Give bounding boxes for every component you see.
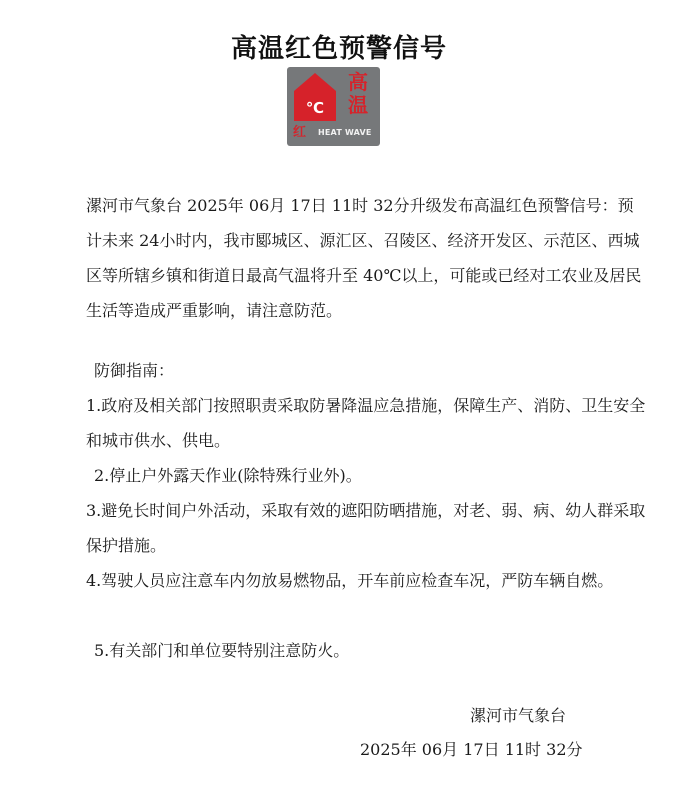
page-title: 高温红色预警信号: [230, 34, 447, 64]
guide-heading: 防御指南：: [94, 361, 175, 380]
intro-paragraph: [86, 188, 646, 328]
signal-english-label: HEAT WAVE: [318, 128, 372, 137]
signal-bottom-bar: [290, 124, 377, 141]
intro-text: 漯河市气象台 2025年 06月 17日 11时 32分升级发布高温红色预警信号：预计未来 24小时内，我市郾城区、源汇区、召陵区、经济开发区、示范区、西城区等所辖乡镇和街道日最高气温将升至 40℃以上，可能或已经对工农业及居民生活等造成严重影响，请注意防范。: [86, 196, 642, 320]
guide-item-1: 1.政府及相关部门按照职责采取防暑降温应急措施，保障生产、消防、卫生安全和城市供水、供电。: [86, 396, 646, 450]
signature-organization: 漯河市气象台: [470, 706, 567, 725]
heat-wave-warning-icon: [287, 67, 380, 146]
signal-type-label: [340, 71, 376, 117]
celsius-symbol: ℃: [305, 99, 325, 117]
guide-item-5: 5.有关部门和单位要特别注意防火。: [94, 641, 350, 660]
signature-datetime: 2025年 06月 17日 11时 32分: [360, 740, 583, 759]
guide-item-4: 4.驾驶人员应注意车内勿放易燃物品，开车前应检查车况，严防车辆自燃。: [86, 571, 614, 590]
signal-char-bottom: 温: [348, 93, 368, 117]
signal-level-label: 红: [293, 125, 307, 140]
guide-item-2: 2.停止户外露天作业(除特殊行业外)。: [94, 466, 362, 485]
guide-item-3: 3.避免长时间户外活动，采取有效的遮阳防晒措施，对老、弱、病、幼人群采取保护措施。: [86, 501, 646, 555]
signal-char-top: 高: [348, 70, 368, 94]
thermometer-house-icon: [292, 71, 338, 123]
